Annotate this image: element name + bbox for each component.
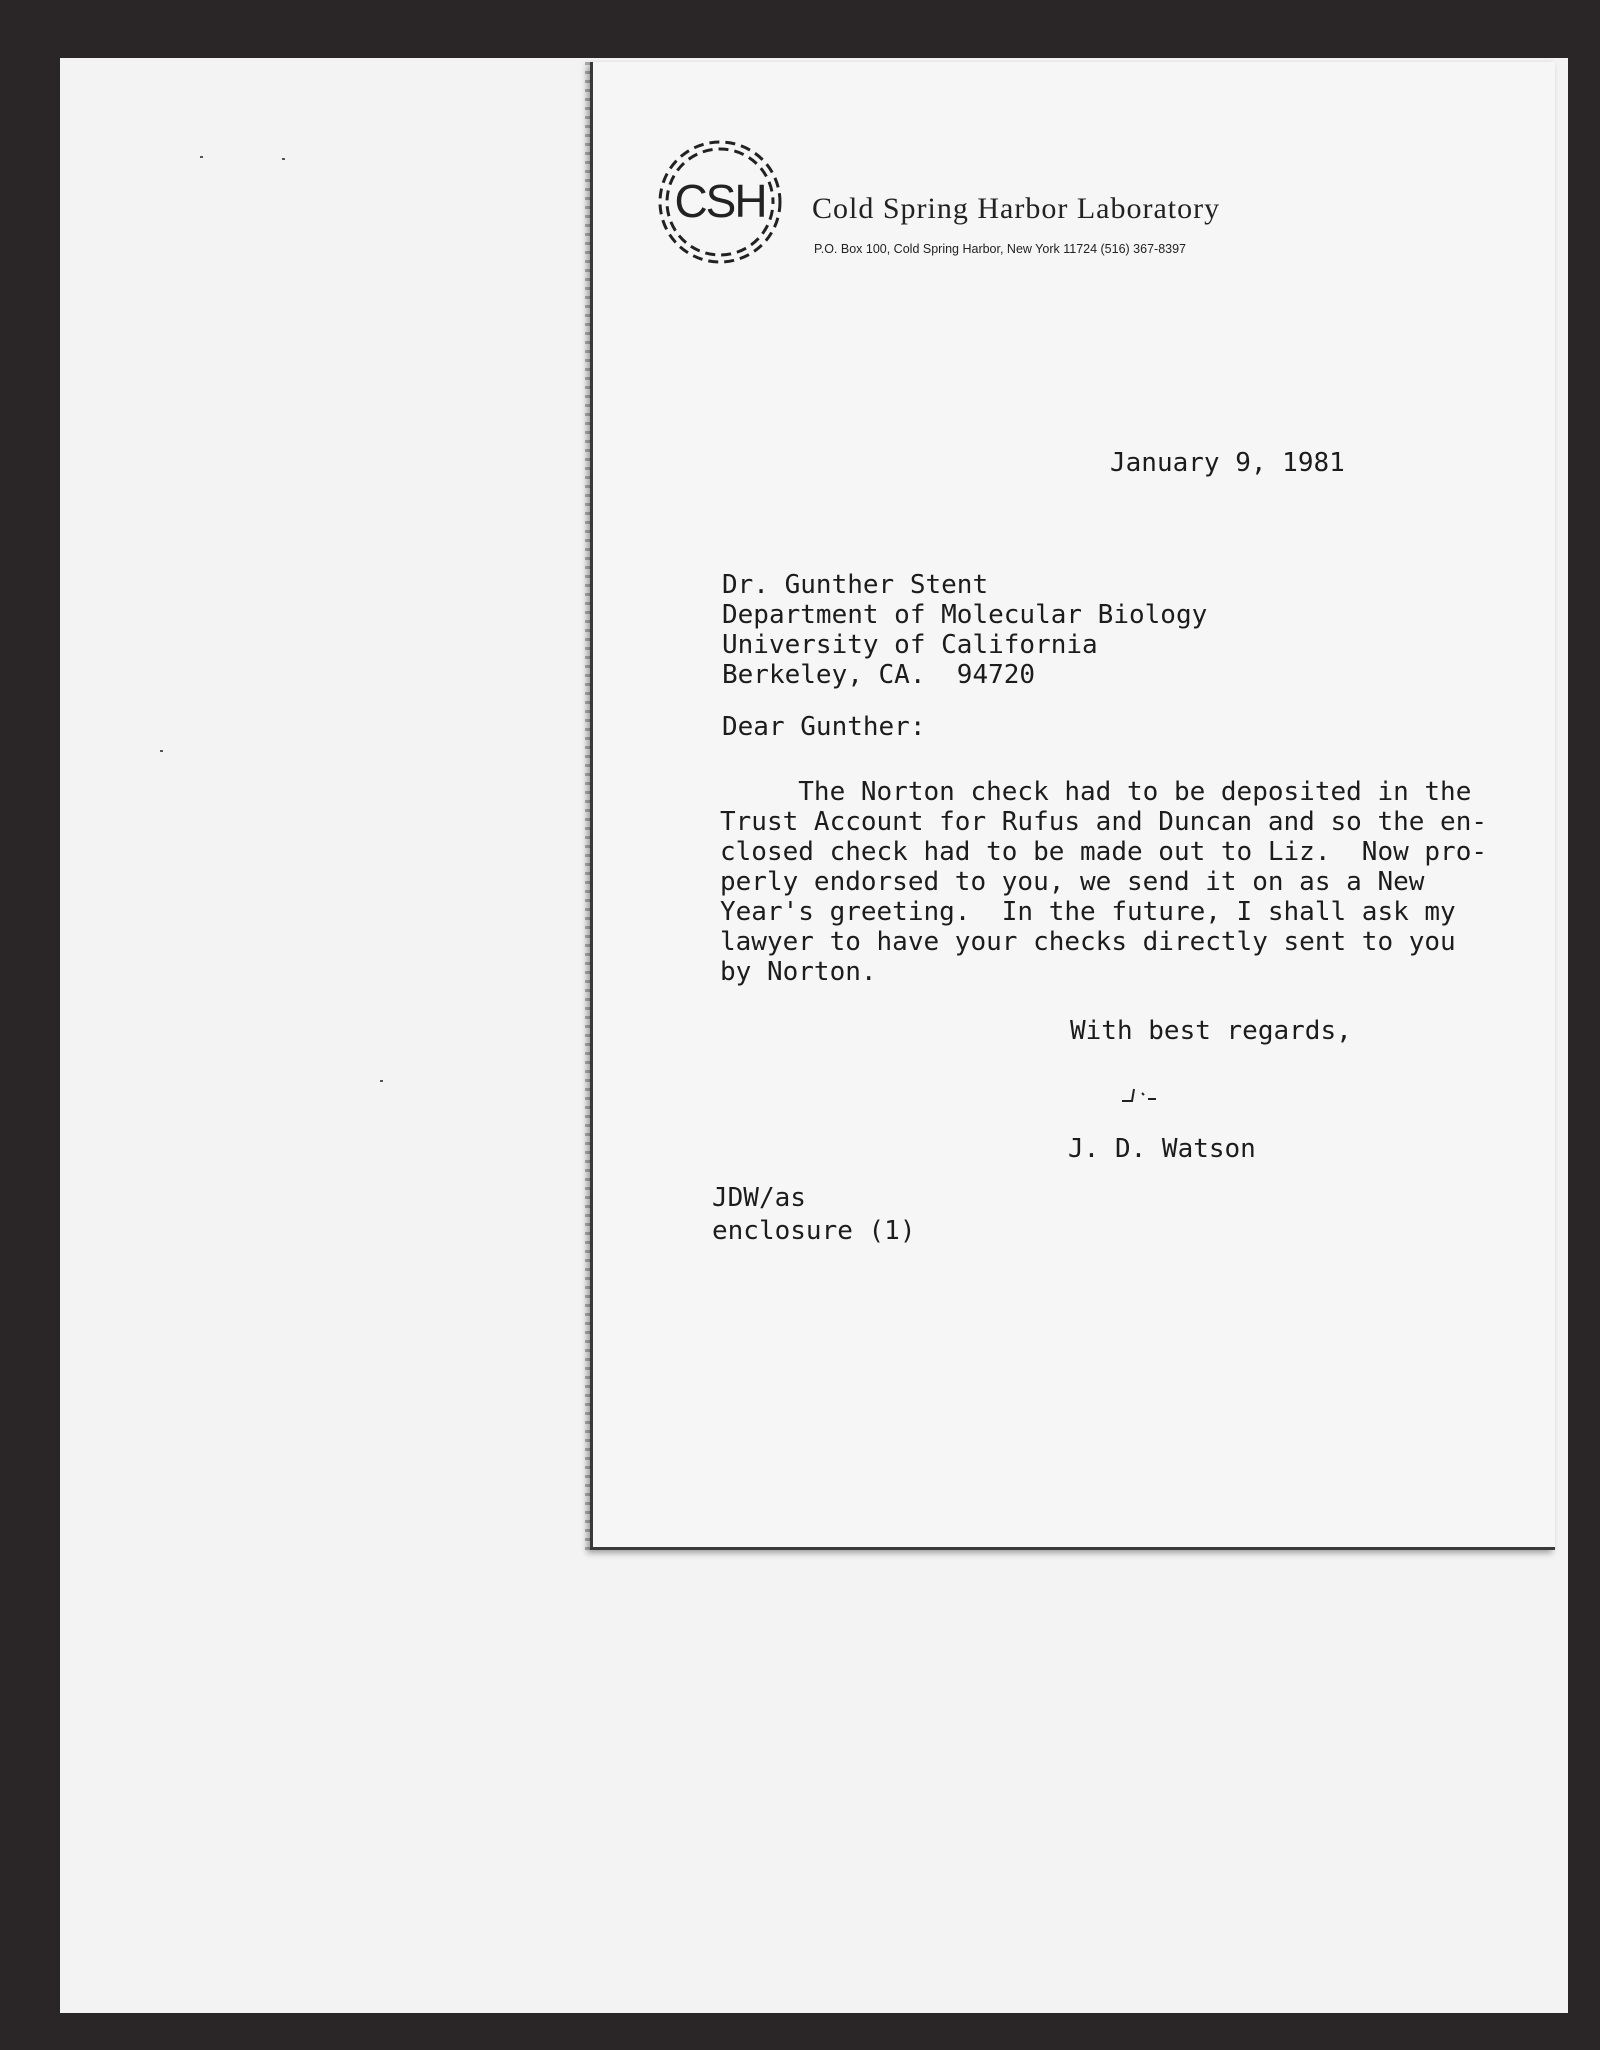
signature-mark-icon [1120,1085,1160,1105]
recipient-line: Berkeley, CA. 94720 [722,660,1036,690]
body-line: The Norton check had to be deposited in the [720,777,1472,807]
recipient-line: Dr. Gunther Stent [722,570,989,600]
reference-initials: JDW/as [712,1183,806,1213]
organization-name: Cold Spring Harbor Laboratory [812,192,1221,225]
paper-speck [200,156,203,158]
organization-address: P.O. Box 100, Cold Spring Harbor, New York 11724 (516) 367-8397 [814,242,1186,256]
enclosure-note: enclosure (1) [712,1216,916,1246]
recipient-line: Department of Molecular Biology [722,600,1208,630]
salutation: Dear Gunther: [722,712,926,742]
paper-speck [160,750,163,752]
signer-name: J. D. Watson [1068,1134,1256,1164]
letterhead [650,132,1290,272]
body-line: Year's greeting. In the future, I shall ask my [720,897,1456,927]
paper-speck [380,1080,383,1082]
logo-text: CSH [674,175,766,227]
paper-speck [282,158,285,160]
closing: With best regards, [1070,1016,1352,1046]
body-line: by Norton. [720,957,877,987]
recipient-line: University of California [722,630,1098,660]
body-line: Trust Account for Rufus and Duncan and so the en- [720,807,1488,837]
body-line: lawyer to have your checks directly sent to you [720,927,1456,957]
body-line: perly endorsed to you, we send it on as a New [720,867,1425,897]
body-line: closed check had to be made out to Liz. Now pro- [720,837,1488,867]
letter-date: January 9, 1981 [1110,448,1345,478]
recipient-address [722,570,1207,690]
